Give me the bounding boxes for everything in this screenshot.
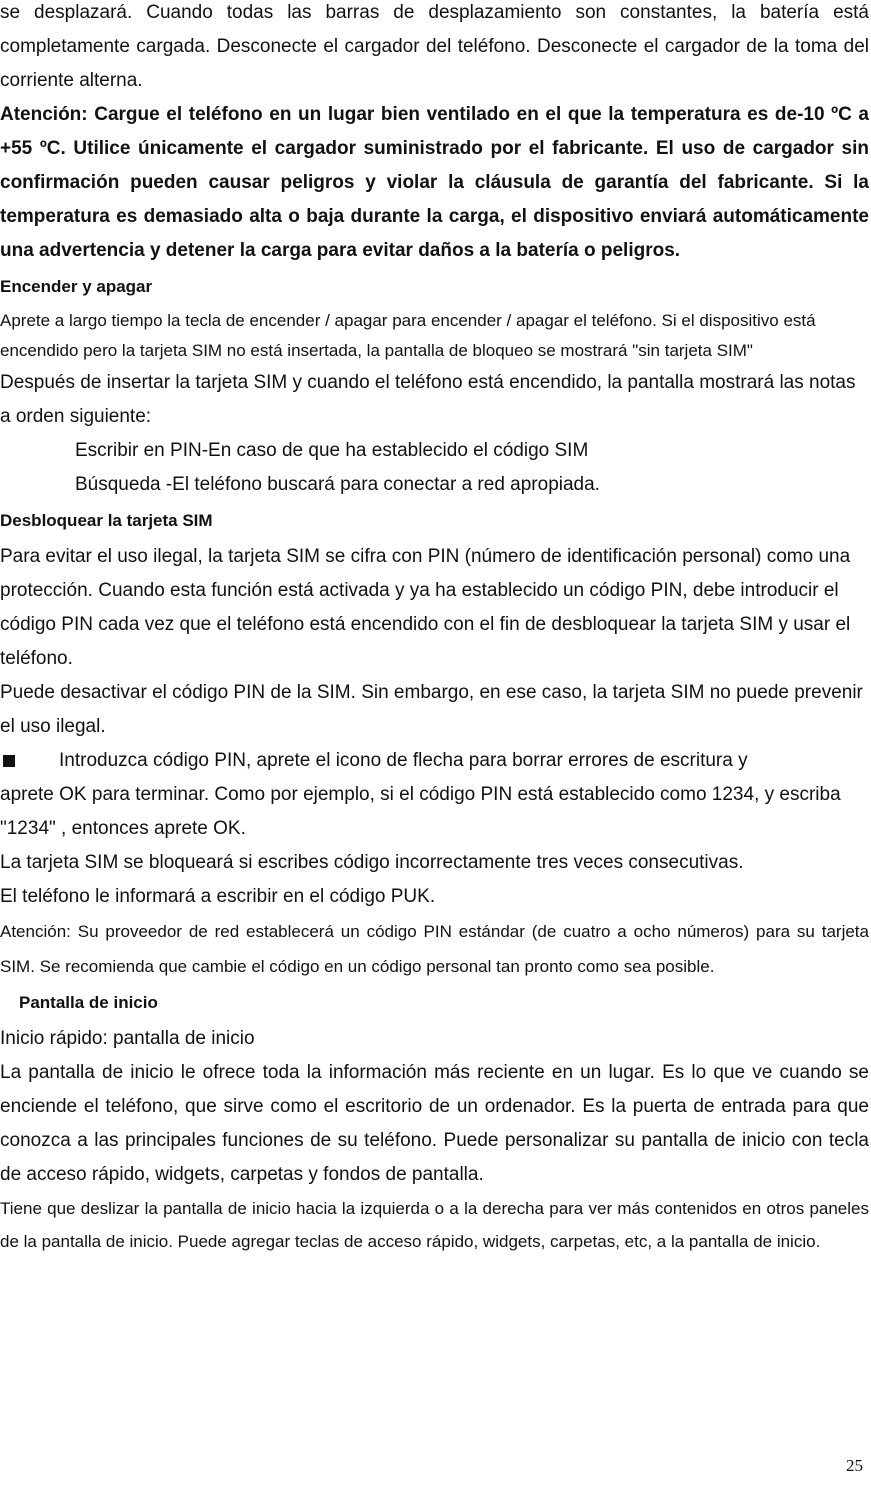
sim-paragraph-2: Puede desactivar el código PIN de la SIM. Sin embargo, en ese caso, la tarjeta SIM no puede prevenir el uso ilegal. [0, 682, 863, 737]
sim-paragraph-3: La tarjeta SIM se bloqueará si escribes código incorrectamente tres veces consecutivas. [0, 852, 744, 873]
power-list-item-2: Búsqueda -El teléfono buscará para conectar a red apropiada. [75, 474, 600, 495]
power-paragraph-2: Después de insertar la tarjeta SIM y cuando el teléfono está encendido, la pantalla mostrará las notas a orden siguiente: [0, 372, 856, 427]
section-heading-sim: Desbloquear la tarjeta SIM [0, 511, 213, 530]
section-heading-power: Encender y apagar [0, 277, 153, 296]
square-bullet-icon [3, 755, 15, 767]
power-paragraph-1: Aprete a largo tiempo la tecla de encender / apagar para encender / apagar el teléfono. Si el dispositivo está encendido pero la tarjeta SIM no está insertada, la pantalla de bloqueo se mostrará "sin tarjeta SIM" [0, 311, 816, 360]
sim-bullet-item [0, 744, 869, 778]
charging-warning-paragraph: Atención: Cargue el teléfono en un lugar bien ventilado en el que la temperatura es de-10 ºC a +55 ºC. Utilice únicamente el cargador suministrado por el fabricante. El uso de cargador sin confirmación pueden causar peligros y violar la cláusula de garantía del fabricante. Si la temperatura es demasiado alta o baja durante la carga, el dispositivo enviará automáticamente una advertencia y detener la carga para evitar daños a la batería o peligros. [0, 104, 869, 261]
section-heading-home: Pantalla de inicio [19, 993, 158, 1012]
sim-note-paragraph: Atención: Su proveedor de red establecerá un código PIN estándar (de cuatro a ocho números) para su tarjeta SIM. Se recomienda que cambie el código en un código personal tan pronto como sea posible. [0, 922, 869, 976]
charging-intro-paragraph: se desplazará. Cuando todas las barras de desplazamiento son constantes, la batería está completamente cargada. Desconecte el cargador del teléfono. Desconecte el cargador de la toma del corriente alterna. [0, 2, 869, 91]
home-paragraph-1: Inicio rápido: pantalla de inicio [0, 1028, 255, 1049]
home-paragraph-3: Tiene que deslizar la pantalla de inicio hacia la izquierda o a la derecha para ver más contenidos en otros paneles de la pantalla de inicio. Puede agregar teclas de acceso rápido, widgets, carpetas, etc, a la pantalla de inicio. [0, 1199, 869, 1251]
home-paragraph-2: La pantalla de inicio le ofrece toda la información más reciente en un lugar. Es lo que ve cuando se enciende el teléfono, que sirve como el escritorio de un ordenador. Es la puerta de entrada para que conozca a las principales funciones de su teléfono. Puede personalizar su pantalla de inicio con tecla de acceso rápido, widgets, carpetas y fondos de pantalla. [0, 1062, 869, 1185]
sim-bullet-continuation: aprete OK para terminar. Como por ejemplo, si el código PIN está establecido como 1234, y escriba "1234" , entonces aprete OK. [0, 784, 841, 839]
sim-paragraph-4: El teléfono le informará a escribir en el código PUK. [0, 886, 436, 907]
power-list-item-1: Escribir en PIN-En caso de que ha establecido el código SIM [75, 440, 589, 461]
page-number: 25 [846, 1456, 863, 1475]
sim-bullet-first-line: Introduzca código PIN, aprete el icono de flecha para borrar errores de escritura y [59, 750, 748, 771]
sim-paragraph-1: Para evitar el uso ilegal, la tarjeta SIM se cifra con PIN (número de identificación personal) como una protección. Cuando esta función está activada y ya ha establecido un código PIN, debe introducir el código PIN cada vez que el teléfono está encendido con el fin de desbloquear la tarjeta SIM y usar el teléfono. [0, 546, 851, 669]
